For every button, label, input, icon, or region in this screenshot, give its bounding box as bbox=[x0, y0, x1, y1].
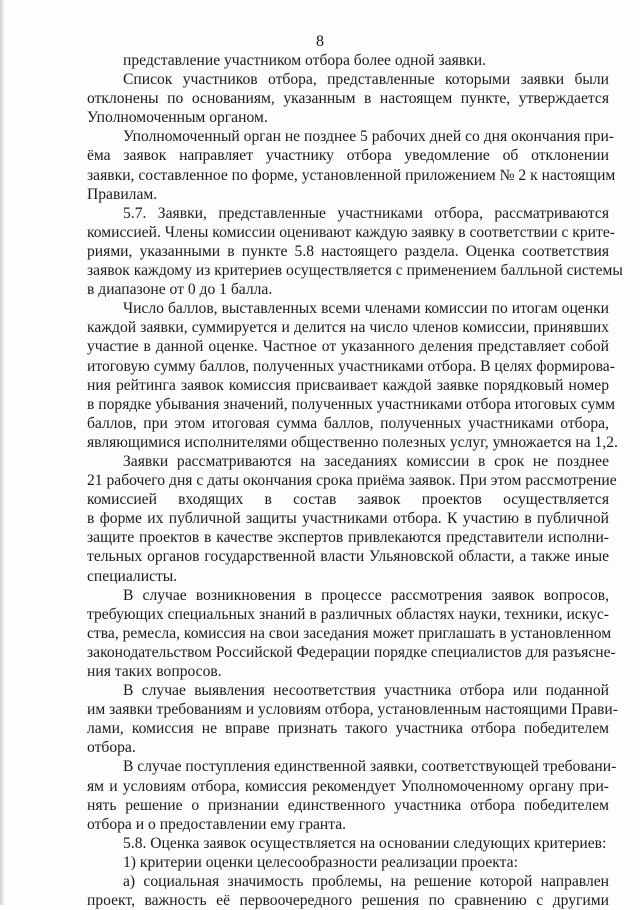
text-line: Правилам. bbox=[87, 185, 158, 203]
text-line: участие в данной оценке. Частное от указанного деления представляет собой bbox=[87, 338, 609, 356]
text-line: лами, комиссия не вправе признать такого участника отбора победителем bbox=[87, 720, 609, 738]
text-line: в порядке убывания значений, полученных участниками отбора итоговых сумм bbox=[87, 395, 615, 413]
text-line: тельных органов государственной власти Ульяновской области, а также иные bbox=[87, 548, 609, 566]
text-line: В случае возникновения в процессе рассмотрения заявок вопросов, bbox=[123, 586, 609, 604]
text-line: отбора. bbox=[87, 739, 136, 757]
text-line: представление участником отбора более одной заявки. bbox=[123, 52, 486, 69]
text-line: 5.7. Заявки, представленные участниками отбора, рассматриваются bbox=[123, 204, 609, 222]
text-line: заявки, составленное по форме, установленной приложением № 2 к настоящим bbox=[87, 166, 616, 184]
text-line: В случае выявления несоответствия участника отбора или поданной bbox=[123, 682, 609, 700]
text-line: являющимися исполнителями общественно полезных услуг, умножается на 1,2. bbox=[87, 433, 618, 451]
text-line: 1) критерии оценки целесообразности реализации проекта: bbox=[123, 853, 518, 871]
text-line: В случае поступления единственной заявки, соответствующей требовани- bbox=[123, 758, 617, 776]
text-line: ния таких вопросов. bbox=[87, 663, 222, 680]
text-line: заявок каждому из критериев осуществляется с применением балльной системы bbox=[87, 262, 623, 280]
text-line: комиссией входящих в состав заявок проектов осуществляется bbox=[87, 491, 609, 509]
text-line: 5.8. Оценка заявок осуществляется на основании следующих критериев: bbox=[123, 834, 607, 852]
text-line: проект, важность её первоочередного решения по сравнению с другими bbox=[87, 892, 609, 910]
text-line: в диапазоне от 0 до 1 балла. bbox=[87, 281, 273, 299]
scan-edge-shadow bbox=[0, 0, 5, 905]
text-line: Заявки рассматриваются на заседаниях комиссии в срок не позднее bbox=[123, 452, 609, 470]
page-number: 8 bbox=[316, 33, 324, 50]
text-line: 21 рабочего дня с даты окончания срока приёма заявок. При этом рассмотрение bbox=[87, 472, 617, 490]
text-line: баллов, при этом итоговая сумма баллов, полученных участниками отбора, bbox=[87, 414, 609, 432]
text-line: риями, указанными в пункте 5.8 настоящего раздела. Оценка соответствия bbox=[87, 242, 609, 260]
text-line: Число баллов, выставленных всеми членами комиссии по итогам оценки bbox=[123, 300, 609, 318]
text-line: ям и условиям отбора, комиссия рекомендует Уполномоченному органу при- bbox=[87, 777, 609, 795]
text-line: Уполномоченным органом. bbox=[87, 109, 268, 127]
text-line: отбора и о предоставлении ему гранта. bbox=[87, 815, 347, 833]
text-line: защите проектов в качестве экспертов привлекаются представители исполни- bbox=[87, 529, 609, 547]
text-line: ния рейтинга заявок комиссия присваивает каждой заявке порядковый номер bbox=[87, 376, 609, 394]
text-line: требующих специальных знаний в различных областях науки, техники, искус- bbox=[87, 605, 609, 623]
text-line: нять решение о признании единственного участника отбора победителем bbox=[87, 796, 609, 814]
text-line: а) социальная значимость проблемы, на решение которой направлен bbox=[123, 873, 609, 891]
text-line: Список участников отбора, представленные которыми заявки были bbox=[123, 71, 609, 89]
text-line: ства, ремесла, комиссия на свои заседания может приглашать в установленном bbox=[87, 624, 612, 642]
text-line: им заявки требованиям и условиям отбора, установленным настоящими Прави- bbox=[87, 701, 618, 719]
text-line: ёма заявок направляет участнику отбора уведомление об отклонении bbox=[87, 147, 609, 165]
text-line: отклонены по основаниям, указанным в настоящем пункте, утверждается bbox=[87, 90, 609, 108]
text-line: в форме их публичной защиты участниками отбора. К участию в публичной bbox=[87, 510, 609, 528]
text-line: каждой заявки, суммируется и делится на число членов комиссии, принявших bbox=[87, 319, 609, 337]
text-line: законодательством Российской Федерации порядке специалистов для разъясне- bbox=[87, 643, 616, 661]
text-line: Уполномоченный орган не позднее 5 рабочих дней со дня окончания при- bbox=[123, 128, 614, 146]
document-body bbox=[87, 51, 623, 910]
text-line: комиссией. Члены комиссии оценивают каждую заявку в соответствии с крите- bbox=[87, 223, 615, 241]
text-line: специалисты. bbox=[87, 567, 178, 585]
text-line: итоговую сумму баллов, полученных участниками отбора. В целях формирова- bbox=[87, 357, 615, 375]
